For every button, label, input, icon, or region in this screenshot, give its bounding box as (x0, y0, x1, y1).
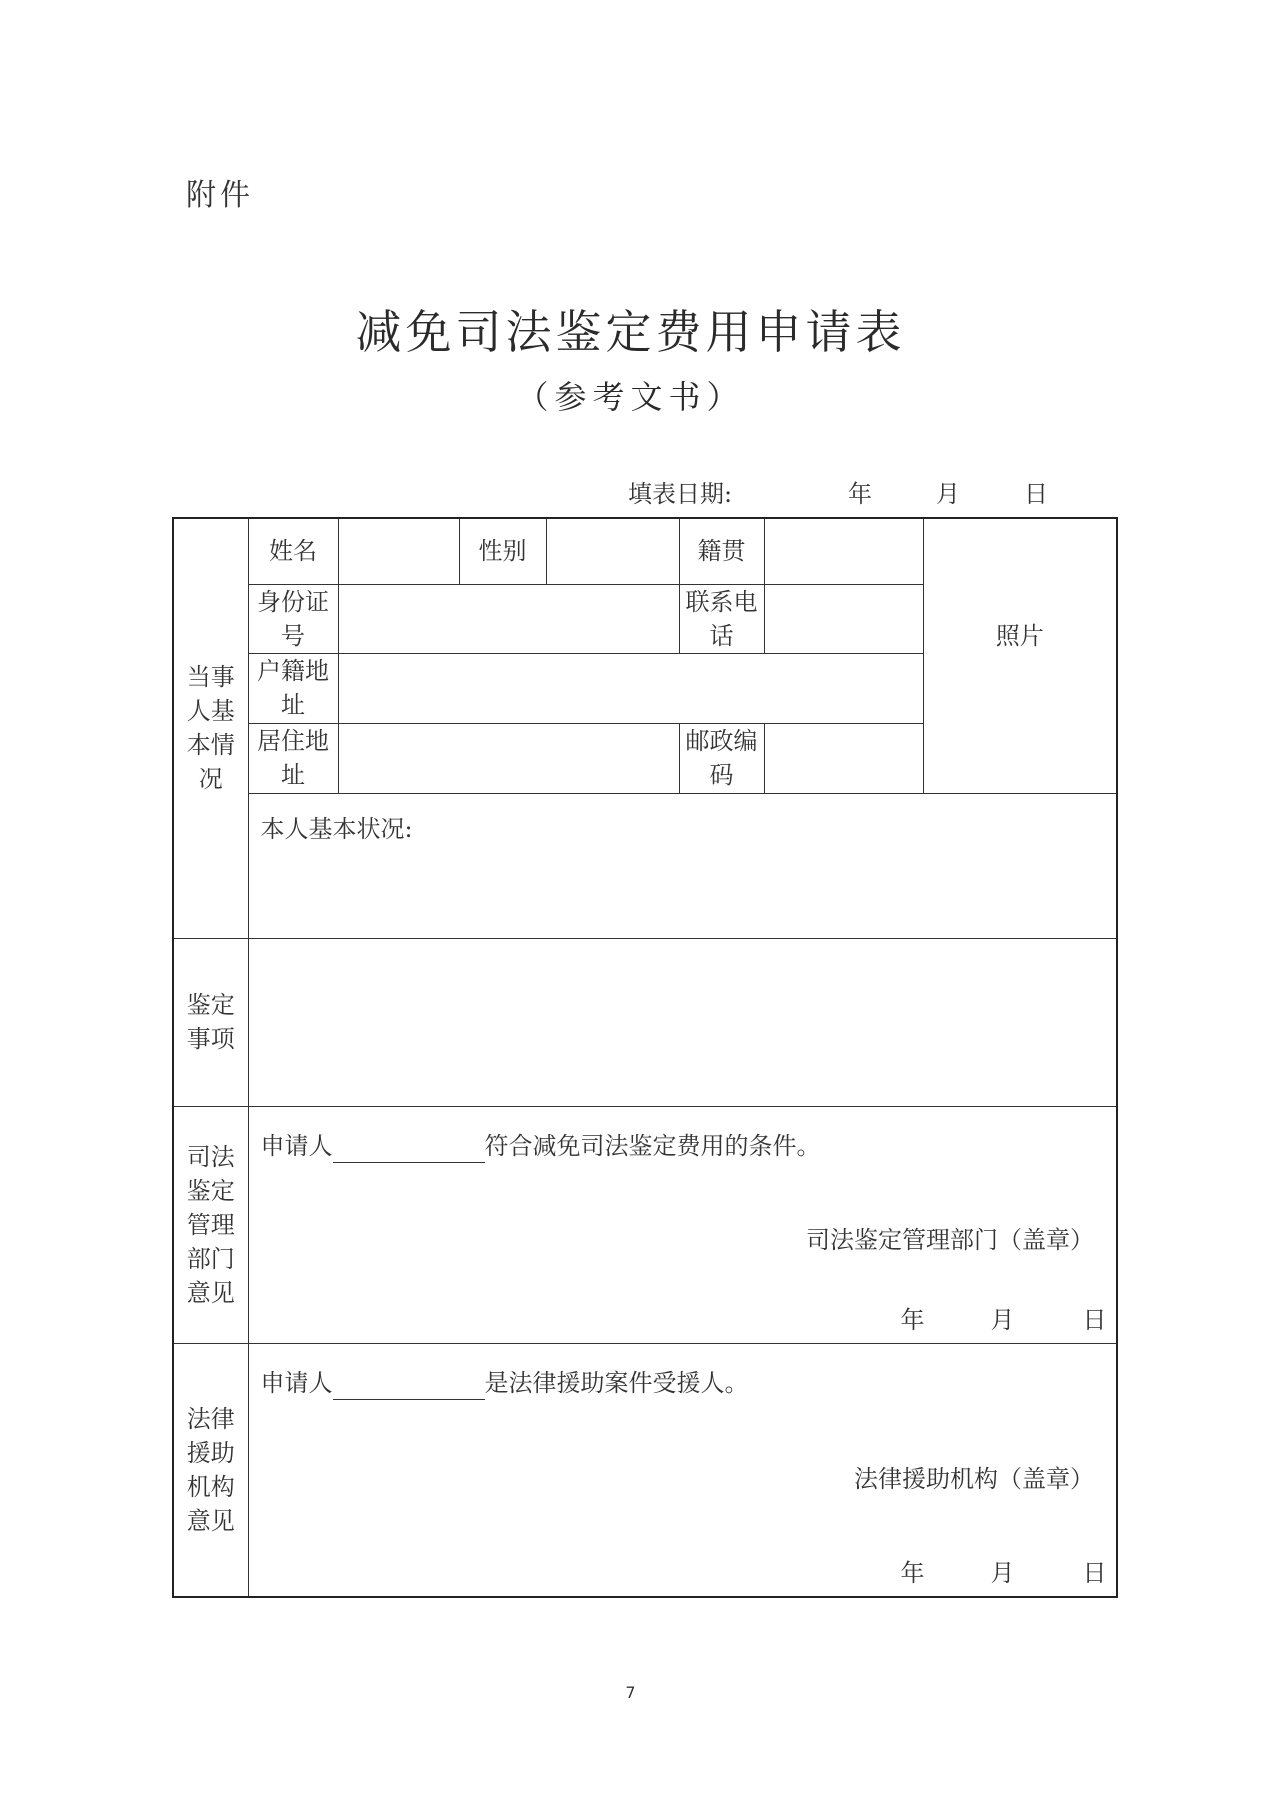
admin-statement-text: 符合减免司法鉴定费用的条件。 (484, 1131, 821, 1160)
residence-address-label: 居住地址 (248, 723, 338, 793)
gender-field[interactable] (546, 518, 679, 584)
legal-aid-section-label: 法律援助机构意见 (173, 1343, 248, 1597)
legal-aid-applicant-prefix: 申请人 (260, 1368, 333, 1397)
admin-date (249, 1303, 1117, 1337)
legal-aid-date-year: 年 (900, 1558, 925, 1587)
admin-statement (261, 1129, 821, 1163)
legal-aid-opinion-field[interactable] (248, 1343, 1117, 1597)
fill-date-month: 月 (936, 480, 960, 508)
residence-address-field[interactable] (338, 723, 679, 793)
legal-aid-statement-text: 是法律援助案件受援人。 (484, 1368, 749, 1397)
application-form (172, 517, 1118, 1598)
household-address-field[interactable] (338, 653, 923, 723)
household-address-label: 户籍地址 (248, 653, 338, 723)
admin-applicant-prefix: 申请人 (260, 1131, 333, 1160)
admin-date-year: 年 (900, 1305, 925, 1334)
fill-date-label: 填表日期: (628, 480, 733, 508)
fill-date-year: 年 (848, 480, 872, 508)
legal-aid-date (249, 1556, 1117, 1590)
gender-label: 性别 (459, 518, 546, 584)
postcode-label: 邮政编码 (679, 723, 764, 793)
legal-aid-date-month: 月 (990, 1558, 1015, 1587)
attachment-label: 附件 (186, 178, 254, 213)
admin-section-label: 司法鉴定管理部门意见 (173, 1106, 248, 1343)
fill-date-day: 日 (1024, 480, 1048, 508)
postcode-field[interactable] (764, 723, 923, 793)
id-label: 身份证号 (248, 584, 338, 653)
name-field[interactable] (338, 518, 459, 584)
legal-aid-statement (261, 1366, 749, 1400)
legal-aid-applicant-blank[interactable] (333, 1373, 485, 1400)
admin-stamp-label: 司法鉴定管理部门（盖章） (806, 1225, 1094, 1254)
legal-aid-stamp-label: 法律援助机构（盖章） (854, 1464, 1094, 1493)
party-section-label: 当事人基本情况 (173, 518, 248, 938)
appraisal-section-label: 鉴定事项 (173, 938, 248, 1106)
name-label: 姓名 (248, 518, 338, 584)
admin-applicant-blank[interactable] (333, 1136, 485, 1163)
admin-opinion-field[interactable] (248, 1106, 1117, 1343)
phone-field[interactable] (764, 584, 923, 653)
page-title: 减免司法鉴定费用申请表 (355, 305, 906, 359)
page-number: 7 (625, 1683, 636, 1702)
id-field[interactable] (338, 584, 679, 653)
native-place-field[interactable] (764, 518, 923, 584)
admin-date-day: 日 (1082, 1305, 1107, 1334)
page-subtitle: （参考文书） (516, 378, 745, 416)
admin-date-month: 月 (990, 1305, 1015, 1334)
basic-situation-field[interactable]: 本人基本状况: (248, 793, 1117, 938)
legal-aid-date-day: 日 (1082, 1558, 1107, 1587)
photo-box[interactable]: 照片 (923, 518, 1117, 793)
native-place-label: 籍贯 (679, 518, 764, 584)
appraisal-matters-field[interactable] (248, 938, 1117, 1106)
phone-label: 联系电话 (679, 584, 764, 653)
